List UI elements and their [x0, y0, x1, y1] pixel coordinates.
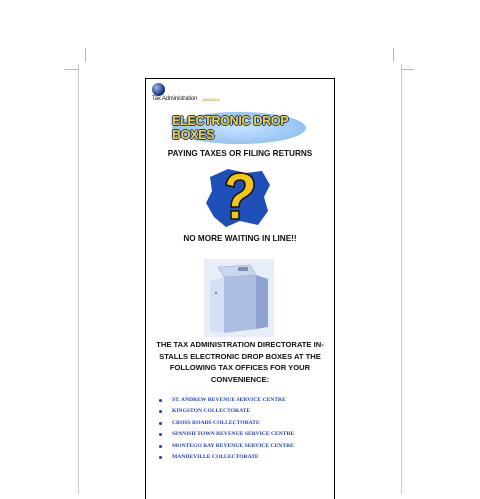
list-item	[156, 452, 332, 463]
bullet-icon	[159, 410, 162, 413]
logo-tagline: JAMAICA	[202, 97, 220, 102]
crop-mark	[64, 69, 78, 70]
list-item	[156, 395, 332, 406]
office-name: SPANISH TOWN REVENUE SERVICE CENTRE	[172, 431, 295, 438]
heading-no-waiting: NO MORE WAITING IN LINE!!	[183, 234, 297, 243]
office-name: ST. ANDREW REVENUE SERVICE CENTRE	[172, 397, 286, 403]
office-name: MANDEVILLE COLLECTORATE	[172, 453, 259, 460]
directorate-paragraph	[152, 339, 328, 385]
flyer-frame	[145, 78, 335, 499]
list-item	[156, 429, 332, 440]
logo-name: Tax Administration	[152, 96, 198, 102]
office-list	[156, 395, 332, 463]
office-name: MONTEGO BAY REVENUE SERVICE CENTRE	[172, 442, 294, 449]
list-item	[156, 406, 332, 417]
office-name: CROSS ROADS COLLECTORATE	[172, 419, 260, 426]
office-name: KINGSTON COLLECTORATE	[172, 408, 251, 415]
list-item	[156, 418, 332, 429]
bullet-icon	[159, 456, 162, 459]
drop-box-machine-icon	[204, 259, 274, 337]
paragraph-line: STALLS ELECTRONIC DROP BOXES AT THE	[159, 351, 321, 361]
banner-title: ELECTRONIC DROP BOXES	[172, 114, 289, 142]
bullet-icon	[159, 399, 162, 402]
list-item	[156, 441, 332, 452]
crop-mark	[85, 48, 86, 62]
paragraph-line: CONVENIENCE:	[210, 374, 270, 384]
globe-icon	[152, 83, 165, 96]
bullet-icon	[159, 422, 162, 425]
question-mark-icon	[204, 167, 272, 229]
title-banner	[172, 112, 306, 144]
crop-mark	[393, 48, 394, 62]
crop-mark	[400, 69, 414, 70]
tax-administration-logo	[152, 83, 232, 107]
paragraph-line: THE TAX ADMINISTRATION DIRECTORATE IN-	[156, 340, 324, 349]
bullet-icon	[159, 433, 162, 436]
heading-paying: PAYING TAXES OR FILING RETURNS	[167, 149, 313, 158]
bullet-icon	[159, 445, 162, 448]
paragraph-line: FOLLOWING TAX OFFICES FOR YOUR	[169, 363, 311, 372]
